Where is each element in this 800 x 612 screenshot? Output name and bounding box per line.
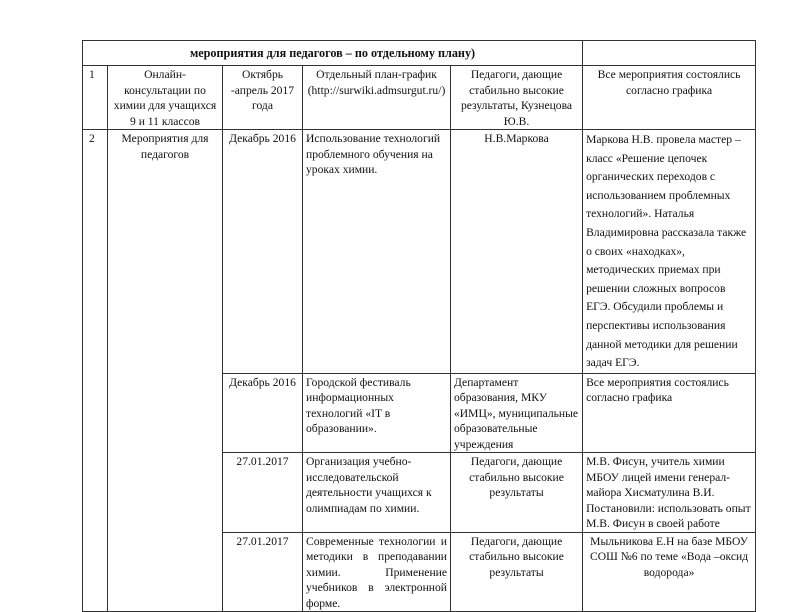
section-header-row (83, 41, 756, 66)
date-cell: Октябрь -апрель 2017 года (223, 66, 303, 130)
result-cell: Все мероприятия состоялись согласно графика (583, 66, 756, 130)
event-cell: Мероприятия для педагогов (108, 130, 223, 612)
result-cell: М.В. Фисун, учитель химии МБОУ лицей имени генерал-майора Хисматулина В.И. Постановили: использовать опыт М.В. Фисун в своей работе (583, 453, 756, 533)
participants-cell: Департамент образования, МКУ «ИМЦ», муниципальные образовательные учреждения (451, 373, 583, 453)
section-header: мероприятия для педагогов – по отдельному плану) (83, 41, 583, 66)
participants-cell: Педагоги, дающие стабильно высокие результаты (451, 532, 583, 612)
date-cell: 27.01.2017 (223, 532, 303, 612)
topic-cell: Городской фестиваль информационных технологий «IT в образовании». (303, 373, 451, 453)
result-cell: Маркова Н.В. провела мастер – класс «Решение цепочек органических переходов с использованием проблемных технологий». Наталья Владимировна рассказала также о своих «находках», методических приемах при решении сложных вопросов ЕГЭ. Обсудили проблемы и перспективы использования данной методики для решении задач ЕГЭ. (583, 130, 756, 374)
table-row-1 (83, 66, 756, 130)
topic-cell: Отдельный план-график (http://surwiki.admsurgut.ru/) (303, 66, 451, 130)
event-cell: Онлайн-консультации по химии для учащихся 9 и 11 классов (108, 66, 223, 130)
activities-table (82, 40, 756, 612)
table-row-2-sub-1 (83, 130, 756, 374)
date-cell: Декабрь 2016 (223, 130, 303, 374)
section-header-empty-cell (583, 41, 756, 66)
row-number: 1 (83, 66, 108, 130)
topic-cell: Современные технологии и методики в преподавании химии. Применение учебников в электронной форме. (303, 532, 451, 612)
participants-cell: Педагоги, дающие стабильно высокие результаты (451, 453, 583, 533)
result-cell: Мыльникова Е.Н на базе МБОУ СОШ №6 по теме «Вода –оксид водорода» (583, 532, 756, 612)
topic-cell: Организация учебно-исследовательской деятельности учащихся к олимпиадам по химии. (303, 453, 451, 533)
row-number: 2 (83, 130, 108, 612)
result-cell: Все мероприятия состоялись согласно графика (583, 373, 756, 453)
date-cell: 27.01.2017 (223, 453, 303, 533)
participants-cell: Педагоги, дающие стабильно высокие результаты, Кузнецова Ю.В. (451, 66, 583, 130)
date-cell: Декабрь 2016 (223, 373, 303, 453)
topic-cell: Использование технологий проблемного обучения на уроках химии. (303, 130, 451, 374)
participants-cell: Н.В.Маркова (451, 130, 583, 374)
